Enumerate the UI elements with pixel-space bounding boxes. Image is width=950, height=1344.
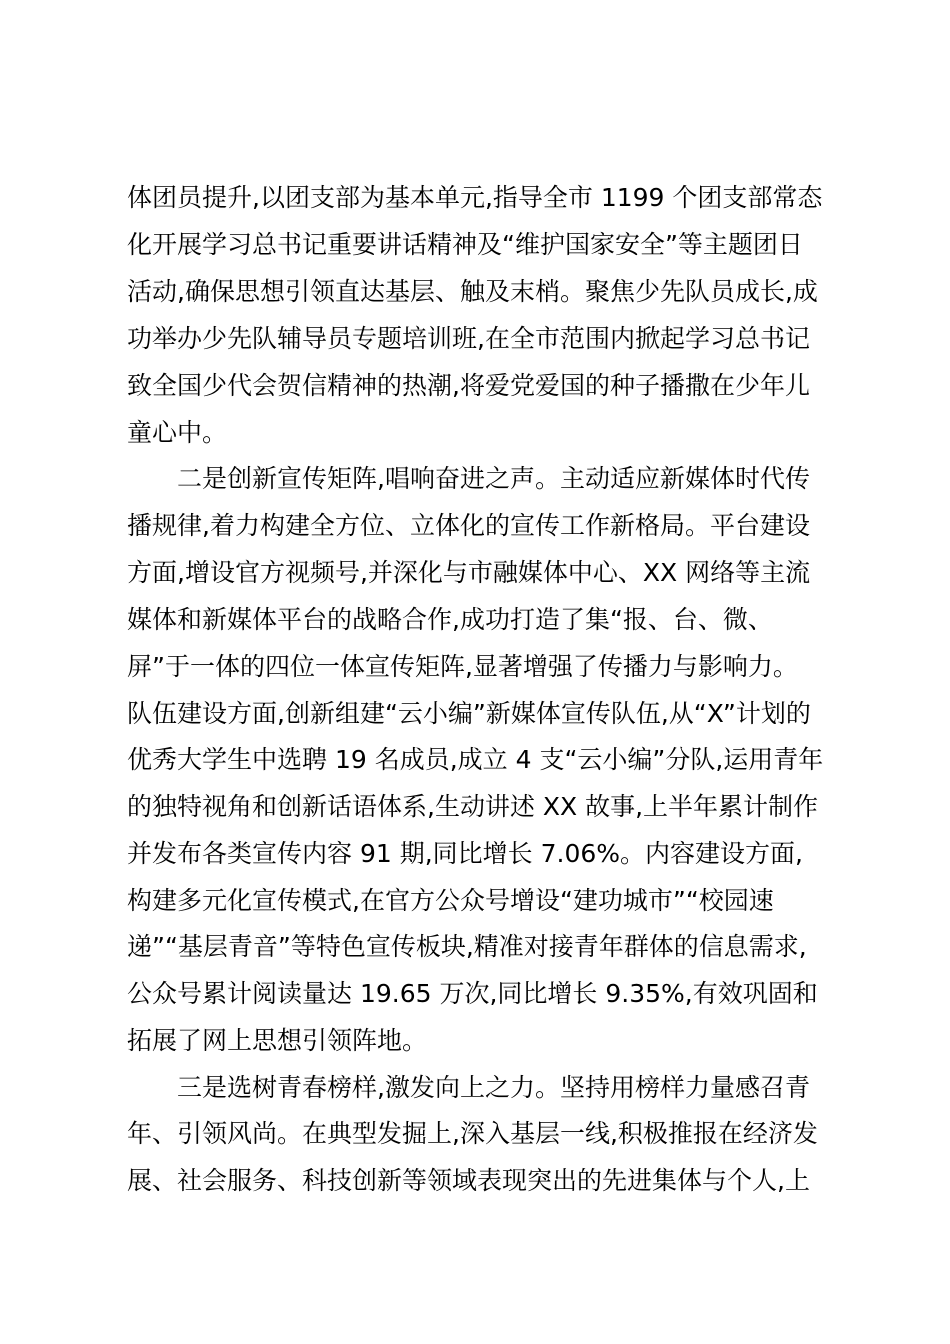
text-line: 年、引领风尚。在典型发掘上,深入基层一线,积极推报在经济发 <box>127 1119 818 1148</box>
text-line: 体团员提升,以团支部为基本单元,指导全市 1199 个团支部常态 <box>127 183 823 212</box>
text-line: 构建多元化宣传模式,在官方公众号增设“建功城市”“校园速 <box>127 886 774 915</box>
text-line: 屏”于一体的四位一体宣传矩阵,显著增强了传播力与影响力。 <box>127 652 798 681</box>
text-line: 的独特视角和创新话语体系,生动讲述 XX 故事,上半年累计制作 <box>127 792 819 821</box>
text-line: 展、社会服务、科技创新等领域表现突出的先进集体与个人,上 <box>127 1166 810 1195</box>
text-line: 队伍建设方面,创新组建“云小编”新媒体宣传队伍,从“X”计划的 <box>127 699 811 728</box>
text-line: 二是创新宣传矩阵,唱响奋进之声。主动适应新媒体时代传 <box>127 464 810 493</box>
text-line: 播规律,着力构建全方位、立体化的宣传工作新格局。平台建设 <box>127 511 810 540</box>
text-line: 公众号累计阅读量达 19.65 万次,同比增长 9.35%,有效巩固和 <box>127 979 818 1008</box>
text-line: 方面,增设官方视频号,并深化与市融媒体中心、XX 网络等主流 <box>127 558 811 587</box>
text-line: 致全国少代会贺信精神的热潮,将爱党爱国的种子播撒在少年儿 <box>127 371 810 400</box>
text-line: 三是选树青春榜样,激发向上之力。坚持用榜样力量感召青 <box>127 1073 810 1102</box>
text-line: 并发布各类宣传内容 91 期,同比增长 7.06%。内容建设方面, <box>127 839 803 868</box>
text-line: 递”“基层青音”等特色宣传板块,精准对接青年群体的信息需求, <box>127 932 807 961</box>
text-line: 化开展学习总书记重要讲话精神及“维护国家安全”等主题团日 <box>127 230 803 259</box>
text-line: 活动,确保思想引领直达基层、触及末梢。聚焦少先队员成长,成 <box>127 277 818 306</box>
text-line: 功举办少先队辅导员专题培训班,在全市范围内掀起学习总书记 <box>127 324 810 353</box>
text-line: 童心中。 <box>127 418 228 447</box>
text-line: 拓展了网上思想引领阵地。 <box>127 1026 428 1055</box>
text-line: 优秀大学生中选聘 19 名成员,成立 4 支“云小编”分队,运用青年 <box>127 745 824 774</box>
text-line: 媒体和新媒体平台的战略合作,成功打造了集“报、台、微、 <box>127 605 773 634</box>
